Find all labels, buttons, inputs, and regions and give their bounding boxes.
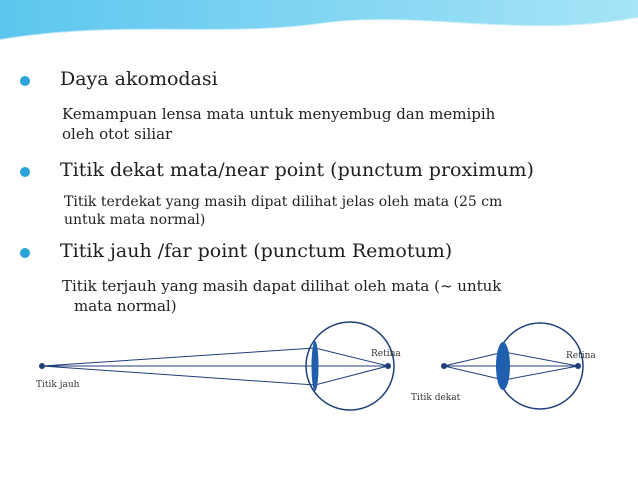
lens-left bbox=[312, 341, 319, 391]
bullet-desc-2b: untuk mata normal) bbox=[64, 212, 206, 228]
far-point-label: Titik jauh bbox=[36, 380, 80, 390]
bullet-title-2: Titik dekat mata/near point (punctum proximum) bbox=[60, 159, 534, 181]
bullet-desc-2a: Titik terdekat yang masih dipat dilihat jelas oleh mata (25 cm bbox=[64, 194, 503, 210]
near-point-label: Titik dekat bbox=[411, 393, 461, 403]
bullet-desc-3a: Titik terjauh yang masih dapat dilihat oleh mata (~ untuk bbox=[62, 277, 502, 295]
ray-left-bottom bbox=[42, 366, 315, 385]
far-point-dot bbox=[39, 363, 45, 369]
ray-right-converge-bottom bbox=[504, 366, 578, 380]
lens-right bbox=[496, 342, 510, 390]
ray-right-bottom bbox=[444, 366, 504, 380]
bullet-title-3: Titik jauh /far point (punctum Remotum) bbox=[60, 240, 453, 262]
bullet-title-1: Daya akomodasi bbox=[60, 68, 218, 90]
retina-point-right bbox=[575, 363, 581, 369]
retina-label-left: Retina bbox=[371, 349, 401, 359]
bullet-desc-1a: Kemampuan lensa mata untuk menyembug dan memipih bbox=[62, 105, 496, 123]
retina-point-left bbox=[385, 363, 391, 369]
ray-left-top bbox=[42, 348, 315, 366]
ray-right-top bbox=[444, 352, 504, 366]
near-point-dot bbox=[441, 363, 447, 369]
bullet-desc-1b: oleh otot siliar bbox=[62, 125, 173, 143]
bullet-desc-3b: mata normal) bbox=[74, 297, 177, 315]
retina-label-right: Retina bbox=[566, 351, 596, 361]
ray-left-converge-bottom bbox=[315, 366, 388, 385]
